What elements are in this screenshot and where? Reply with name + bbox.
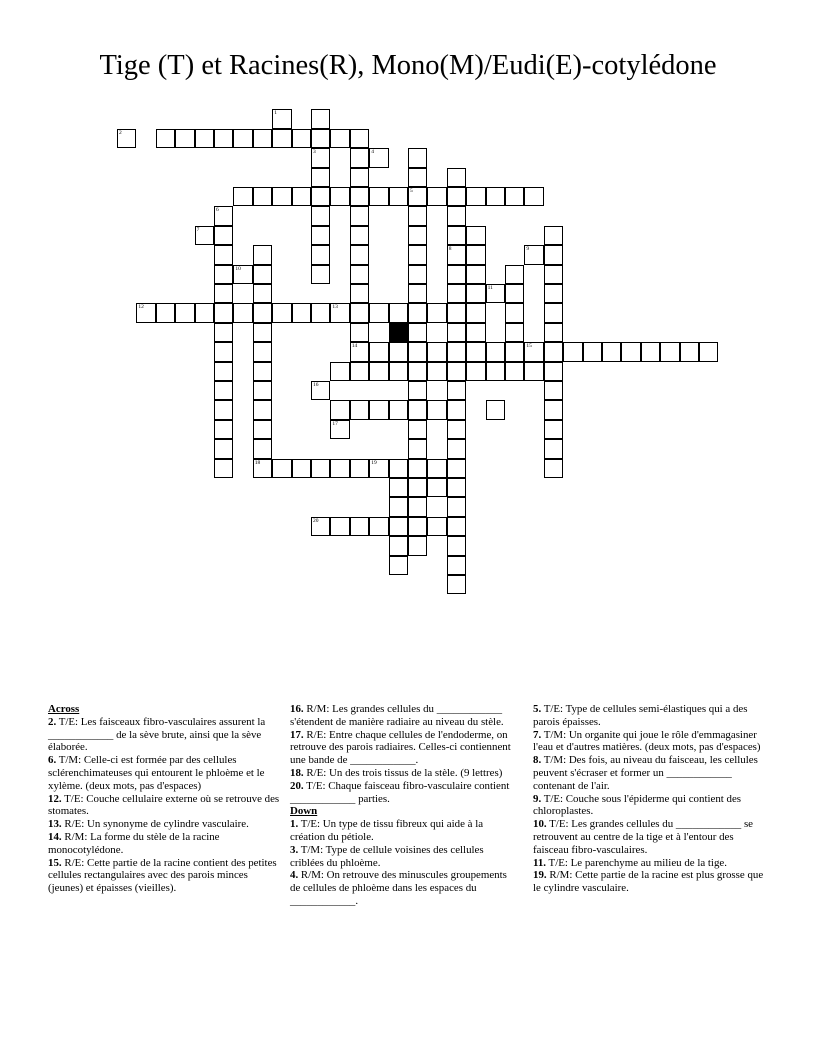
clue-across-13: 13. R/E: Un synonyme de cylindre vasculaire. (48, 818, 249, 831)
grid-cell[interactable] (447, 187, 466, 206)
grid-cell[interactable] (389, 478, 408, 497)
grid-cell[interactable] (369, 148, 388, 167)
grid-cell[interactable] (389, 497, 408, 516)
grid-cell[interactable] (330, 400, 349, 419)
down-heading: Down (290, 805, 318, 818)
grid-cell[interactable] (447, 536, 466, 555)
clues-column-2 (290, 703, 518, 908)
grid-cell[interactable] (427, 400, 446, 419)
grid-cell[interactable] (195, 303, 214, 322)
clue-down-9: 9. T/E: Couche sous l'épiderme qui contient des chloroplastes. (533, 792, 742, 818)
grid-cell[interactable] (524, 362, 543, 381)
grid-cell[interactable] (427, 459, 446, 478)
grid-cell[interactable] (253, 459, 272, 478)
grid-cell[interactable] (641, 342, 660, 361)
grid-cell[interactable] (350, 265, 369, 284)
grid-cell[interactable] (389, 303, 408, 322)
grid-cell[interactable] (272, 187, 291, 206)
grid-cell[interactable] (156, 129, 175, 148)
grid-cell[interactable] (427, 303, 446, 322)
grid-cell[interactable] (369, 517, 388, 536)
grid-cell[interactable] (156, 303, 175, 322)
grid-cell[interactable] (447, 245, 466, 264)
grid-cell[interactable] (253, 303, 272, 322)
grid-cell[interactable] (253, 265, 272, 284)
grid-cell[interactable] (350, 187, 369, 206)
clue-number: 20 (313, 517, 319, 524)
clue-across-17: 17. R/E: Entre chaque cellules de l'endoderme, on retrouve des parois radiaires. Celles-ci contiennent une bande de ____________. (290, 728, 511, 767)
grid-cell[interactable] (389, 536, 408, 555)
clues-column-1 (48, 703, 280, 895)
clue-number: 17 (332, 420, 338, 427)
grid-cell[interactable] (369, 362, 388, 381)
grid-cell[interactable] (447, 168, 466, 187)
grid-cell[interactable] (214, 206, 233, 225)
grid-cell[interactable] (272, 459, 291, 478)
grid-cell[interactable] (447, 381, 466, 400)
grid-cell[interactable] (253, 381, 272, 400)
grid-cell[interactable] (447, 362, 466, 381)
grid-cell[interactable] (524, 187, 543, 206)
grid-cell[interactable] (195, 129, 214, 148)
grid-cell[interactable] (447, 497, 466, 516)
grid-cell[interactable] (427, 478, 446, 497)
grid-cell[interactable] (330, 517, 349, 536)
grid-cell[interactable] (272, 129, 291, 148)
grid-cell[interactable] (175, 129, 194, 148)
grid-cell[interactable] (214, 226, 233, 245)
grid-cell[interactable] (447, 323, 466, 342)
grid-cell[interactable] (505, 342, 524, 361)
clue-down-8: 8. T/M: Des fois, au niveau du faisceau, les cellules peuvent s'écraser et former un ____________ contenant de l'air. (533, 754, 758, 792)
grid-cell[interactable] (466, 362, 485, 381)
grid-cell[interactable] (350, 284, 369, 303)
grid-cell[interactable] (350, 459, 369, 478)
grid-cell[interactable] (447, 265, 466, 284)
clue-number: 11 (487, 285, 493, 291)
grid-cell[interactable] (427, 362, 446, 381)
grid-cell[interactable] (408, 168, 427, 187)
clue-across-6: 6. T/M: Celle-ci est formée par des cellules sclérenchimateuses qui entourent le phloème et le xylème. (deux mots, pas d'espaces) (48, 754, 265, 792)
grid-cell[interactable] (621, 342, 640, 361)
grid-cell[interactable] (447, 342, 466, 361)
grid-cell[interactable] (350, 129, 369, 148)
grid-cell[interactable] (214, 342, 233, 361)
grid-cell[interactable] (292, 303, 311, 322)
grid-cell[interactable] (330, 129, 349, 148)
grid-cell[interactable] (117, 129, 136, 148)
grid-cell[interactable] (214, 439, 233, 458)
clue-across-15: 15. R/E: Cette partie de la racine contient des petites cellules rectangulaires avec des parois minces (jeunes) et épaisses (vieilles). (48, 856, 277, 895)
grid-cell[interactable] (408, 187, 427, 206)
clue-number: 3 (313, 149, 316, 156)
grid-cell[interactable] (544, 342, 563, 361)
grid-cell[interactable] (369, 187, 388, 206)
grid-cell[interactable] (350, 342, 369, 361)
grid-cell[interactable] (602, 342, 621, 361)
grid-cell[interactable] (350, 323, 369, 342)
grid-cell[interactable] (505, 284, 524, 303)
grid-cell[interactable] (544, 459, 563, 478)
grid-cell[interactable] (253, 245, 272, 264)
page-title: Tige (T) et Racines(R), Mono(M)/Eudi(E)-cotylédone (99, 50, 717, 81)
clue-number: 6 (216, 207, 219, 214)
grid-cell[interactable] (214, 362, 233, 381)
clue-number: 4 (371, 149, 374, 156)
grid-cell[interactable] (369, 400, 388, 419)
grid-cell[interactable] (350, 206, 369, 225)
clue-number: 10 (235, 265, 241, 272)
grid-cell[interactable] (427, 187, 446, 206)
grid-cell[interactable] (447, 575, 466, 594)
clue-across-16: 16. R/M: Les grandes cellules du ____________ s'étendent de manière radiaire au niveau du stèle. (290, 703, 504, 728)
clue-down-4: 4. R/M: On retrouve des minuscules groupements de cellules de phloème dans les espaces du ____________. (290, 869, 507, 907)
grid-cell[interactable] (389, 556, 408, 575)
clue-number: 9 (526, 246, 530, 253)
grid-cell[interactable] (311, 148, 330, 167)
grid-cell[interactable] (544, 284, 563, 303)
grid-cell[interactable] (253, 129, 272, 148)
grid-cell[interactable] (330, 303, 349, 322)
grid-cell[interactable] (524, 245, 543, 264)
grid-cell[interactable] (311, 381, 330, 400)
grid-cell[interactable] (214, 420, 233, 439)
grid-cell[interactable] (408, 323, 427, 342)
clue-down-11: 11. T/E: Le parenchyme au milieu de la tige. (533, 856, 727, 869)
grid-cell[interactable] (369, 303, 388, 322)
grid-cell[interactable] (253, 342, 272, 361)
grid-cell[interactable] (233, 303, 252, 322)
grid-cell[interactable] (505, 265, 524, 284)
grid-cell[interactable] (408, 284, 427, 303)
clue-across-2: 2. T/E: Les faisceaux fibro-vasculaires assurent la ____________ de la sève brute, ainsi que la sève élaborée. (48, 715, 266, 754)
grid-cell[interactable] (389, 362, 408, 381)
grid-cell[interactable] (544, 245, 563, 264)
grid-cell[interactable] (311, 517, 330, 536)
grid-cell[interactable] (466, 226, 485, 245)
grid-cell[interactable] (408, 536, 427, 555)
grid-cell[interactable] (447, 517, 466, 536)
grid-cell[interactable] (311, 245, 330, 264)
grid-cell[interactable] (389, 517, 408, 536)
grid-cell[interactable] (233, 265, 252, 284)
grid-cell[interactable] (311, 459, 330, 478)
grid-cell[interactable] (253, 284, 272, 303)
clues-column-3 (533, 703, 765, 895)
clue-number: 8 (448, 246, 452, 253)
grid-cell[interactable] (466, 303, 485, 322)
grid-cell[interactable] (544, 323, 563, 342)
grid-cell[interactable] (466, 342, 485, 361)
grid-cell[interactable] (408, 439, 427, 458)
grid-cell[interactable] (466, 265, 485, 284)
grid-cell[interactable] (408, 303, 427, 322)
grid-cell[interactable] (311, 129, 330, 148)
grid-cell[interactable] (544, 439, 563, 458)
grid-cell[interactable] (253, 439, 272, 458)
grid-cell[interactable] (350, 226, 369, 245)
grid-cell[interactable] (427, 342, 446, 361)
grid-cell[interactable] (505, 362, 524, 381)
grid-cell[interactable] (408, 459, 427, 478)
clue-number: 12 (138, 304, 144, 311)
clue-down-3: 3. T/M: Type de cellule voisines des cellules criblées du phloème. (290, 843, 484, 869)
grid-cell[interactable] (408, 381, 427, 400)
grid-cell[interactable] (214, 284, 233, 303)
clue-down-1: 1. T/E: Un type de tissu fibreux qui aide à la création du pétiole. (290, 818, 484, 843)
across-heading: Across (48, 703, 80, 715)
grid-cell[interactable] (311, 187, 330, 206)
clue-down-10: 10. T/E: Les grandes cellules du ____________ se retrouvent au centre de la tige et à l'entour des faisceau fibro-vasculaires. (533, 818, 754, 856)
grid-cell[interactable] (408, 420, 427, 439)
grid-cell[interactable] (350, 168, 369, 187)
grid-cell[interactable] (233, 129, 252, 148)
grid-cell[interactable] (408, 478, 427, 497)
grid-cell[interactable] (447, 226, 466, 245)
grid-cell[interactable] (466, 245, 485, 264)
grid-cell[interactable] (505, 303, 524, 322)
clue-number: 14 (351, 343, 358, 350)
clue-number: 15 (526, 343, 532, 350)
grid-cell[interactable] (544, 400, 563, 419)
grid-cell[interactable] (544, 265, 563, 284)
grid-cell[interactable] (292, 187, 311, 206)
grid-cell[interactable] (175, 303, 194, 322)
grid-cell[interactable] (447, 206, 466, 225)
grid-cell[interactable] (486, 187, 505, 206)
grid-cell[interactable] (447, 556, 466, 575)
grid-cell[interactable] (427, 517, 446, 536)
grid-cell[interactable] (253, 187, 272, 206)
grid-cell[interactable] (408, 148, 427, 167)
grid-cell[interactable] (505, 187, 524, 206)
grid-cell[interactable] (330, 459, 349, 478)
grid-cell[interactable] (544, 420, 563, 439)
grid-block (389, 323, 408, 342)
grid-cell[interactable] (408, 400, 427, 419)
grid-cell[interactable] (544, 226, 563, 245)
grid-cell[interactable] (214, 265, 233, 284)
grid-cell[interactable] (447, 478, 466, 497)
grid-cell[interactable] (389, 459, 408, 478)
grid-cell[interactable] (563, 342, 582, 361)
grid-cell[interactable] (447, 420, 466, 439)
clue-number: 5 (410, 188, 413, 194)
grid-cell[interactable] (447, 459, 466, 478)
grid-cell[interactable] (505, 323, 524, 342)
grid-cell[interactable] (660, 342, 679, 361)
grid-cell[interactable] (466, 323, 485, 342)
grid-cell[interactable] (524, 342, 543, 361)
grid-cell[interactable] (195, 226, 214, 245)
clue-down-5: 5. T/E: Type de cellules semi-élastiques qui a des parois épaisses. (533, 703, 748, 728)
grid-cell[interactable] (408, 342, 427, 361)
clue-across-20: 20. T/E: Chaque faisceau fibro-vasculaire contient ____________ parties. (290, 779, 510, 805)
grid-cell[interactable] (447, 439, 466, 458)
grid-cell[interactable] (486, 284, 505, 303)
clue-number: 19 (371, 459, 377, 466)
grid-cell[interactable] (311, 226, 330, 245)
grid-cell[interactable] (466, 284, 485, 303)
clue-across-12: 12. T/E: Couche cellulaire externe où se retrouve des stomates. (48, 792, 280, 818)
grid-cell[interactable] (292, 459, 311, 478)
grid-cell[interactable] (233, 187, 252, 206)
grid-cell[interactable] (680, 342, 699, 361)
grid-cell[interactable] (350, 303, 369, 322)
clue-number: 18 (254, 459, 261, 466)
grid-cell[interactable] (311, 168, 330, 187)
grid-cell[interactable] (214, 381, 233, 400)
grid-cell[interactable] (544, 381, 563, 400)
grid-cell[interactable] (330, 362, 349, 381)
grid-cell[interactable] (369, 459, 388, 478)
grid-cell[interactable] (699, 342, 718, 361)
grid-cell[interactable] (311, 206, 330, 225)
grid-cell[interactable] (214, 303, 233, 322)
grid-cell[interactable] (253, 323, 272, 342)
grid-cell[interactable] (544, 303, 563, 322)
grid-cell[interactable] (136, 303, 155, 322)
grid-cell[interactable] (408, 226, 427, 245)
grid-cell[interactable] (408, 497, 427, 516)
grid-cell[interactable] (389, 342, 408, 361)
clue-number: 13 (332, 304, 338, 311)
grid-cell[interactable] (350, 362, 369, 381)
clue-number: 1 (274, 110, 277, 117)
grid-cell[interactable] (253, 400, 272, 419)
grid-cell[interactable] (389, 400, 408, 419)
grid-cell[interactable] (350, 400, 369, 419)
grid-cell[interactable] (408, 362, 427, 381)
grid-cell[interactable] (311, 303, 330, 322)
grid-cell[interactable] (408, 517, 427, 536)
clue-number: 7 (196, 226, 200, 233)
grid-cell[interactable] (408, 265, 427, 284)
grid-cell[interactable] (369, 342, 388, 361)
grid-cell[interactable] (350, 517, 369, 536)
grid-cell[interactable] (330, 187, 349, 206)
grid-cell[interactable] (253, 362, 272, 381)
grid-cell[interactable] (214, 323, 233, 342)
grid-cell[interactable] (311, 109, 330, 128)
grid-cell[interactable] (214, 459, 233, 478)
clue-number: 16 (313, 382, 319, 388)
grid-cell[interactable] (408, 206, 427, 225)
grid-cell[interactable] (330, 420, 349, 439)
grid-cell[interactable] (214, 129, 233, 148)
grid-cell[interactable] (486, 400, 505, 419)
grid-cell[interactable] (447, 400, 466, 419)
grid-cell[interactable] (389, 187, 408, 206)
grid-cell[interactable] (272, 109, 291, 128)
grid-cell[interactable] (214, 245, 233, 264)
clue-across-18: 18. R/E: Un des trois tissus de la stèle. (9 lettres) (290, 766, 503, 779)
clue-across-14: 14. R/M: La forme du stèle de la racine monocotylédone. (48, 830, 220, 856)
grid-cell[interactable] (544, 362, 563, 381)
grid-cell[interactable] (583, 342, 602, 361)
clue-down-19: 19. R/M: Cette partie de la racine est plus grosse que le cylindre vasculaire. (533, 869, 764, 895)
grid-cell[interactable] (272, 303, 291, 322)
grid-cell[interactable] (486, 342, 505, 361)
grid-cell[interactable] (486, 362, 505, 381)
grid-cell[interactable] (292, 129, 311, 148)
grid-cell[interactable] (350, 245, 369, 264)
grid-cell[interactable] (408, 245, 427, 264)
clue-down-7: 7. T/M: Un organite qui joue le rôle d'emmagasiner l'eau et d'autres matières. (deux mots, pas d'espaces) (533, 728, 761, 754)
grid-cell[interactable] (447, 284, 466, 303)
grid-cell[interactable] (350, 148, 369, 167)
grid-cell[interactable] (447, 303, 466, 322)
grid-cell[interactable] (253, 420, 272, 439)
grid-cell[interactable] (214, 400, 233, 419)
grid-cell[interactable] (311, 265, 330, 284)
clue-number: 2 (119, 129, 122, 136)
grid-cell[interactable] (466, 187, 485, 206)
